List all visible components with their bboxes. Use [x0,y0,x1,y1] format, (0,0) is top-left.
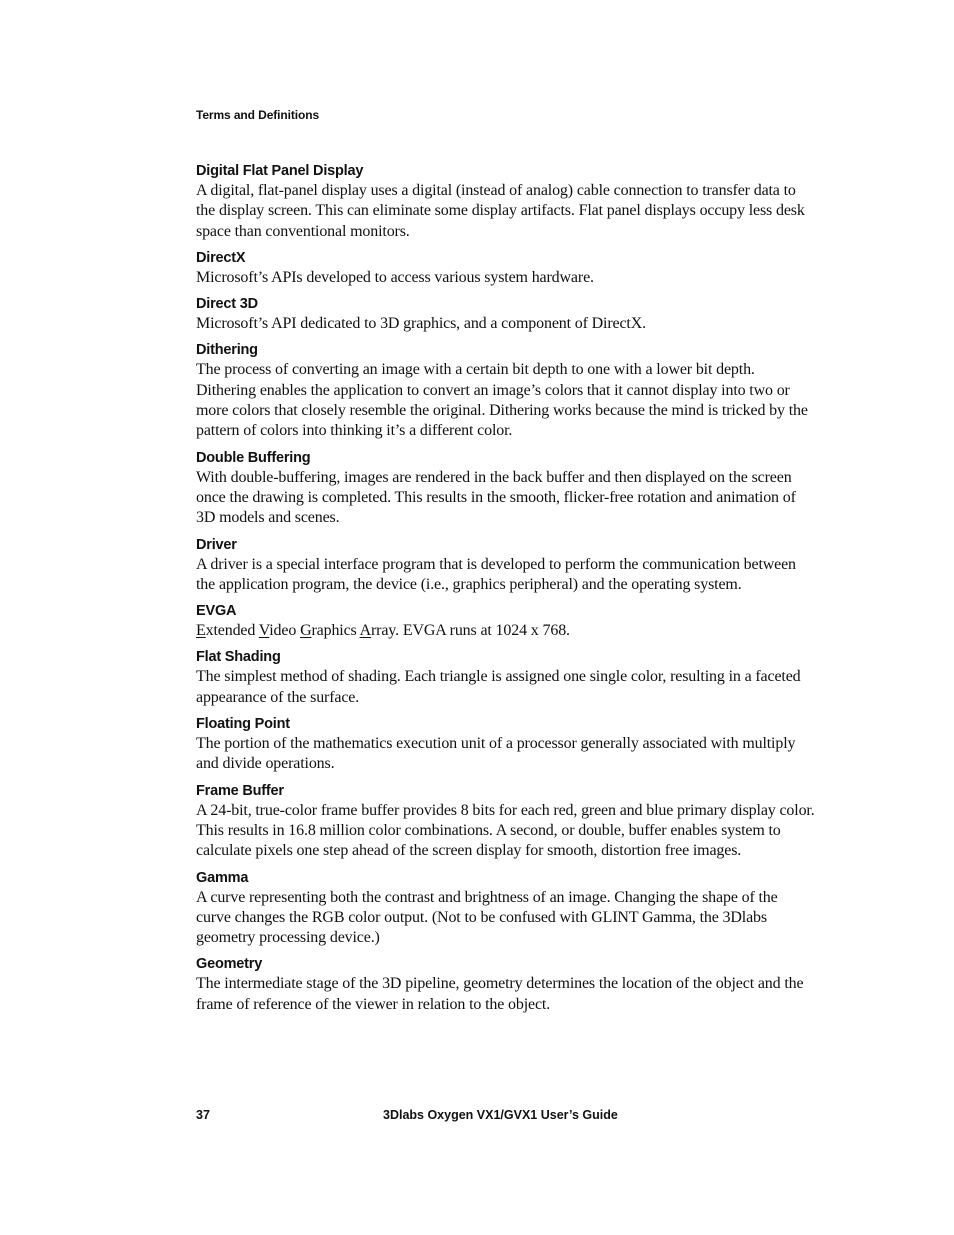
term-definition: The simplest method of shading. Each triangle is assigned one single color, resulting in a faceted appearance of the surface. [196,668,801,706]
acronym-word-rest: raphics [311,622,360,640]
running-header: Terms and Definitions [196,108,320,122]
term-definition: A 24-bit, true-color frame buffer provides 8 bits for each red, green and blue primary display color. This results in 16.8 million color combinations. A second, or double, buffer enables system to calculate pixels one step ahead of the screen display for smooth, distortion free images. [196,801,815,860]
acronym-initial: E [196,622,206,640]
term-heading: Direct 3D [196,296,258,313]
glossary-entry-frame-buffer [196,782,816,862]
term-definition: Microsoft’s APIs developed to access various system hardware. [196,268,594,286]
term-definition: A driver is a special interface program that is developed to perform the communication between the application program, the device (i.e., graphics peripheral) and the operating system. [196,555,796,593]
term-definition: With double-buffering, images are rendered in the back buffer and then displayed on the screen once the drawing is completed. This results in the smooth, flicker-free rotation and animation of 3D models and scenes. [196,468,796,527]
glossary-entry-gamma [196,869,816,949]
acronym-initial: V [258,622,270,640]
acronym-initial: A [359,622,371,640]
term-heading: Frame Buffer [196,782,284,799]
glossary-entry-geometry [196,955,816,1015]
glossary-entry-dithering [196,341,816,441]
acronym-initial: G [300,622,312,640]
term-heading: Gamma [196,869,249,886]
term-definition: A curve representing both the contrast and brightness of an image. Changing the shape of the curve changes the RGB color output. (Not to be confused with GLINT Gamma, the 3Dlabs geometry processing device.) [196,888,778,947]
term-definition: A digital, flat-panel display uses a digital (instead of analog) cable connection to transfer data to the display screen. This can eliminate some display artifacts. Flat panel displays occupy less desk space than conventional monitors. [196,182,805,240]
term-heading: Digital Flat Panel Display [196,163,364,179]
term-heading: EVGA [196,603,237,620]
glossary-entry-directx [196,249,816,288]
term-heading: Driver [196,536,237,553]
acronym-word-rest: rray. [371,622,399,640]
term-heading: Flat Shading [196,649,281,666]
acronym-word-rest: xtended [205,622,259,640]
glossary-entry-direct-3d [196,295,816,334]
glossary-entry-floating-point [196,715,816,775]
term-heading: Geometry [196,956,263,973]
glossary-entry-flat-shading [196,648,816,708]
footer-book-title: 3Dlabs Oxygen VX1/GVX1 User’s Guide [383,1108,618,1122]
glossary-body [196,162,816,1022]
glossary-entry-driver [196,536,816,596]
glossary-entry-digital-flat-panel-display [196,162,816,242]
term-definition: The intermediate stage of the 3D pipeline, geometry determines the location of the object and the frame of reference of the viewer in relation to the object. [196,975,804,1013]
term-definition: The process of converting an image with a certain bit depth to one with a lower bit depth. Dithering enables the application to convert an image’s colors that it cannot display into two or more colors that closely resemble the original. Dithering works because the mind is tricked by the pattern of colors into thinking it’s a different color. [196,361,808,440]
term-heading: DirectX [196,249,246,266]
term-heading: Dithering [196,342,258,359]
definition-tail: EVGA runs at 1024 x 768. [398,622,570,640]
glossary-entry-double-buffering [196,449,816,529]
term-definition: The portion of the mathematics execution unit of a processor generally associated with multiply and divide operations. [196,735,796,773]
term-definition: Microsoft’s API dedicated to 3D graphics, and a component of DirectX. [196,315,646,333]
glossary-entry-evga [196,602,816,641]
term-heading: Double Buffering [196,449,311,466]
page-number: 37 [196,1108,210,1122]
acronym-word-rest: ideo [269,622,301,640]
term-definition [196,621,816,641]
term-heading: Floating Point [196,716,290,733]
